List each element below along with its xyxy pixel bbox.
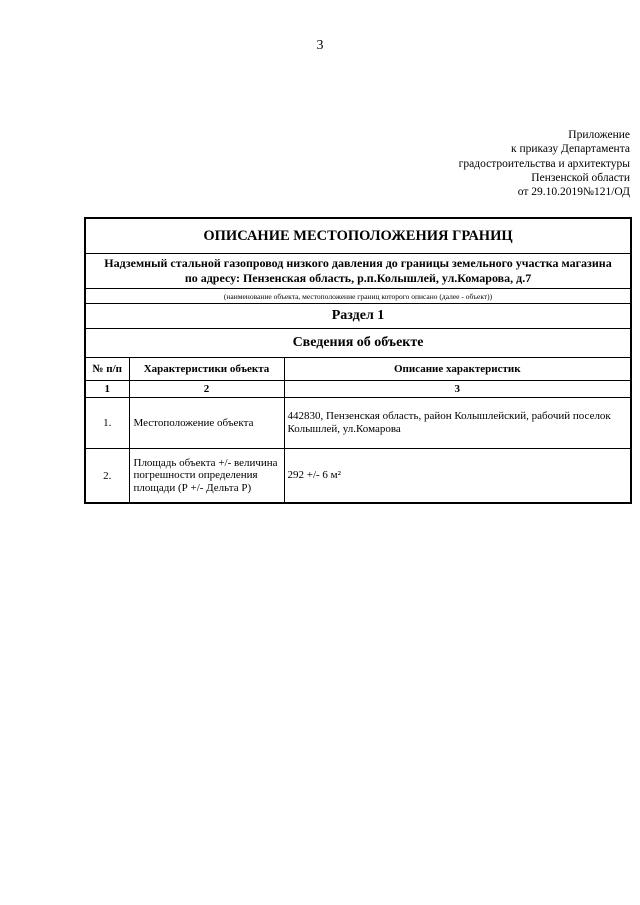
column-number: 2 — [129, 381, 284, 398]
document-title: ОПИСАНИЕ МЕСТОПОЛОЖЕНИЯ ГРАНИЦ — [85, 218, 631, 254]
appendix-line: к приказу Департамента — [511, 143, 630, 156]
row-characteristic: Местоположение объекта — [129, 398, 284, 449]
column-header: № п/п — [85, 358, 129, 381]
object-name-line1: Надземный стальной газопровод низкого давления до границы земельного участка магазина — [104, 256, 612, 270]
object-name — [85, 254, 631, 289]
row-index: 2. — [85, 449, 129, 504]
row-index: 1. — [85, 398, 129, 449]
appendix-line: от 29.10.2019№121/ОД — [517, 186, 630, 199]
row-characteristic: Площадь объекта +/- величина погрешности определения площади (Р +/- Дельта Р) — [129, 449, 284, 504]
row-description: 442830, Пензенская область, район Колышлейский, рабочий поселок Колышлей, ул.Комарова — [284, 398, 631, 449]
table-header-row — [85, 358, 631, 381]
appendix-block — [330, 128, 630, 199]
boundary-description-table — [84, 217, 632, 504]
page-number: 3 — [316, 38, 324, 53]
column-number-row — [85, 381, 631, 398]
section-subtitle: Сведения об объекте — [85, 329, 631, 358]
object-hint: (наименование объекта, местоположение границ которого описано (далее - объект)) — [85, 289, 631, 304]
object-name-line2: по адресу: Пензенская область, р.п.Колышлей, ул.Комарова, д.7 — [184, 271, 532, 285]
row-description: 292 +/- 6 м² — [284, 449, 631, 504]
table-row — [85, 398, 631, 449]
table-row — [85, 449, 631, 504]
column-header: Характеристики объекта — [129, 358, 284, 381]
column-number: 3 — [284, 381, 631, 398]
column-header: Описание характеристик — [284, 358, 631, 381]
appendix-line: градостроительства и архитектуры — [458, 157, 630, 170]
appendix-line: Приложение — [568, 129, 630, 141]
column-number: 1 — [85, 381, 129, 398]
section-title: Раздел 1 — [85, 304, 631, 329]
appendix-line: Пензенской области — [531, 171, 630, 184]
